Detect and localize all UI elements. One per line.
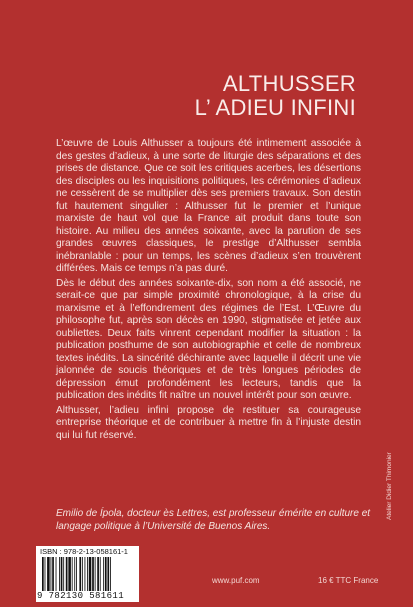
barcode-digits: 9 782130 581611 <box>37 591 125 601</box>
title-line-2: L’ ADIEU INFINI <box>194 95 356 120</box>
designer-credit: Atelier Didier Thimonier <box>386 452 393 520</box>
title-line-1: ALTHUSSER <box>222 71 356 96</box>
author-bio: Emilio de Ípola, docteur ès Lettres, est professeur émérite en culture et langage politique à l’Université de Buenos Aires. <box>56 508 371 532</box>
blurb-text <box>56 138 361 444</box>
blurb-paragraph-3: Althusser, l’adieu infini propose de restituer sa courageuse entreprise théorique et de contribuer à mettre fin à l’injuste destin qui lui fut réservé. <box>56 404 361 441</box>
barcode-panel <box>36 546 139 602</box>
book-title <box>0 72 356 120</box>
price-label: 16 € TTC France <box>318 576 379 585</box>
isbn-number: ISBN : 978-2-13-058161-1 <box>40 547 128 556</box>
blurb-paragraph-2: Dès le début des années soixante-dix, son nom a été associé, ne serait-ce que par simple proximité chronologique, à la crise du marxisme et à l’effondrement des régimes de l’Est. L’Œuvre du philosophe fut, après son décès en 1990, stigmatisée et jetée aux oubliettes. Deux faits vinrent cependant modifier la situation : la publication posthume de son autobiographie et celle de nombreux textes inédits. La sincérité déchirante avec laquelle il décrit une vie jalonnée de soucis théoriques et de très longues périodes de dépression émut profondément les lecteurs, tandis que la publication des inédits fit naître un nouvel intérêt pour son œuvre. <box>56 277 361 401</box>
blurb-paragraph-1: L’œuvre de Louis Althusser a toujours été intimement associée à des gestes d’adieux, à une sorte de liturgie des séparations et des prises de distance. Que ce soit les critiques acerbes, les désertions des disciples ou les inquisitions politiques, les cérémonies d’adieux ne cessèrent de se multiplier dès ses premiers travaux. Son destin fut hautement singulier : Althusser fut le premier et l’unique marxiste de haut vol que la France ait produit dans toute son histoire. Au milieu des années soixante, avec la parution de ses grandes œuvres classiques, le prestige d’Althusser sembla inébranlable : pour un temps, les scènes d’adieux s’en trouvèrent différées. Mais ce temps n’a pas duré. <box>56 138 361 274</box>
publisher-website: www.puf.com <box>212 576 260 585</box>
barcode-icon <box>42 557 134 591</box>
